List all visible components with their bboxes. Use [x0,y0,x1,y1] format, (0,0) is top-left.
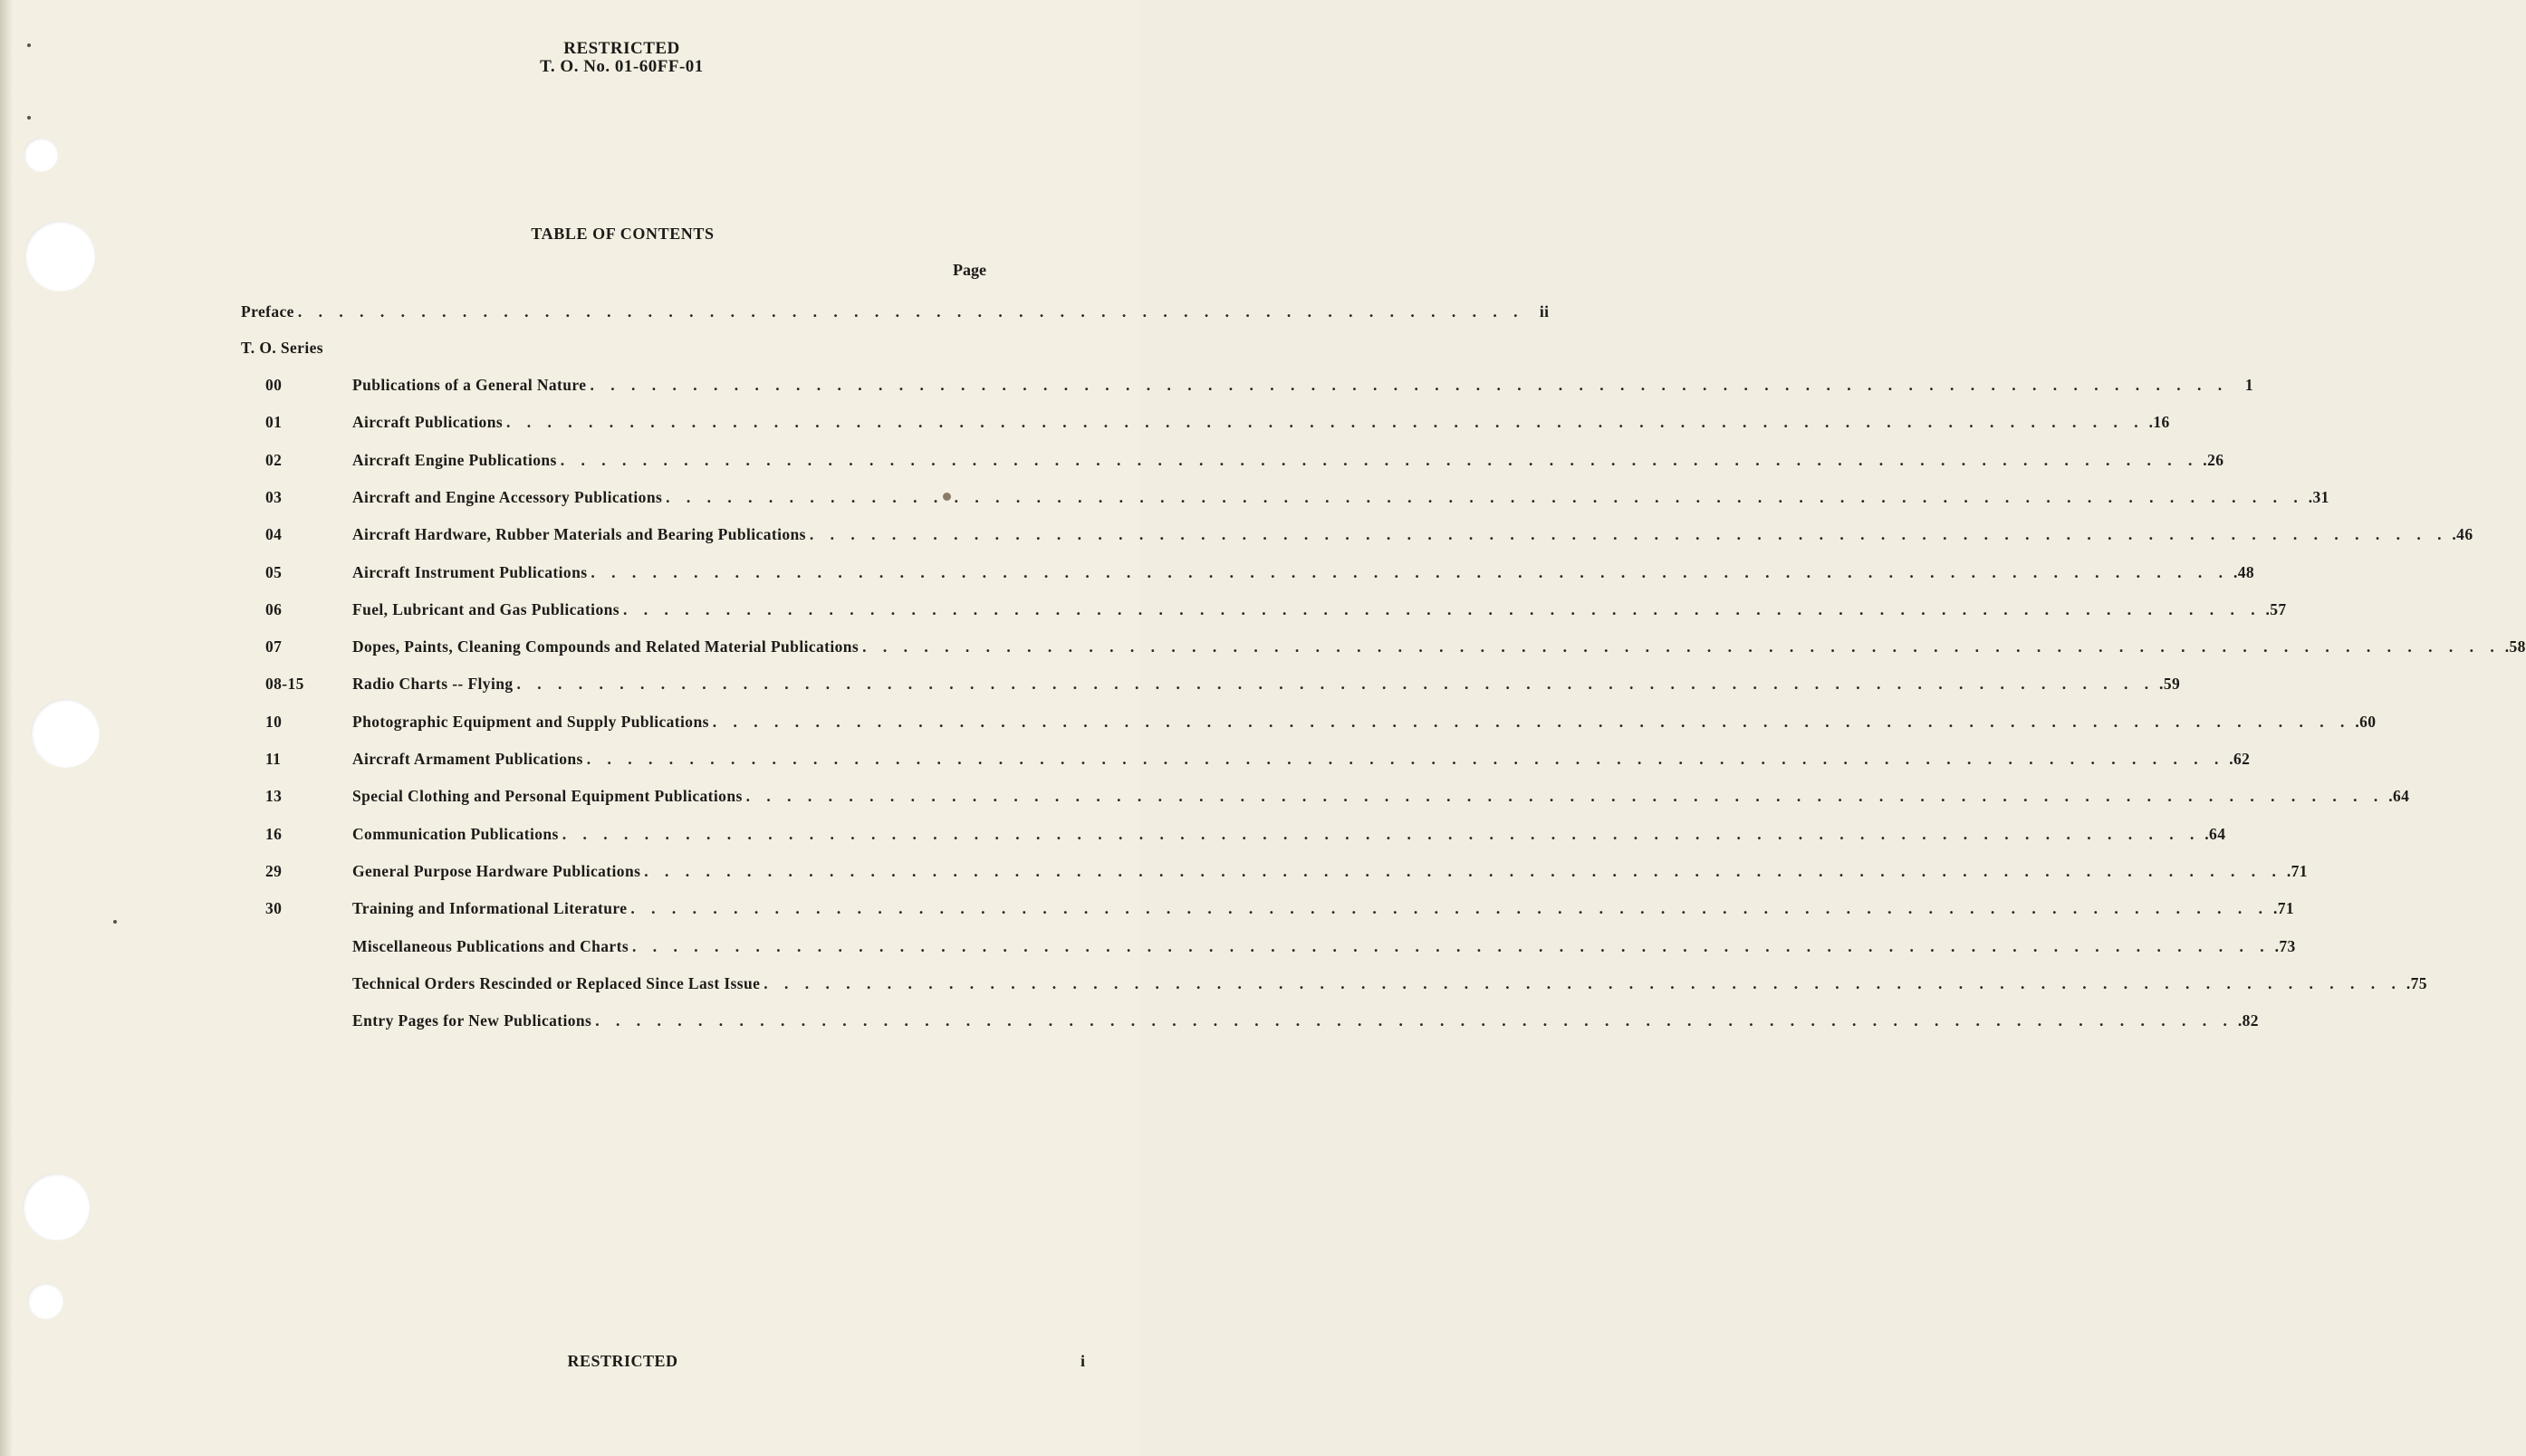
footer-classification: RESTRICTED [567,1352,678,1370]
dot-leader: . . . . . . . . . . . . . . . . . . . . . . . . . . . . . . . . . . . . . . . . . . . . . . . . . . . . . . . . . . . . . . . . . . . . . . . . . . . . . . . . [595,1011,2233,1030]
toc-page-number: .26 [2203,450,2224,469]
toc-row [265,487,2329,510]
toc-row [265,675,2181,696]
toc-page-number: .31 [2308,487,2329,506]
toc-row [265,824,2226,847]
toc-row [265,973,2427,996]
punch-hole [31,699,100,768]
toc-series-number: 11 [265,750,282,768]
toc-row [265,525,2473,547]
toc-entry-title: Radio Charts -- Flying [352,675,514,694]
dot-leader: . . . . . . . . . . . . . . . . . . . . . . . . . . . . . . . . . . . . . . . . . . . . . . . . . . . . . . . . . . . . . . . . . . . . . . . . . . . . . . . . [591,562,2230,581]
toc-page-number: .71 [2272,899,2295,918]
toc-row [265,376,2254,398]
toc-series-number: 04 [265,525,283,544]
toc-page-number: 1 [2244,376,2254,394]
ink-speck [27,116,31,120]
toc-page-number: ii [1539,302,1550,321]
toc-page-number: .71 [2286,861,2308,880]
punch-hole [27,1283,63,1319]
toc-page-number: .75 [2406,973,2427,992]
toc-entry-title: Aircraft Engine Publications [352,450,557,469]
toc-series-number: 00 [265,376,283,394]
toc-series-number: 01 [265,413,283,432]
toc-page-number: .16 [2148,413,2170,432]
dot-leader: . . . . . . . . . . . . . . . . . . . . . . . . . . . . . . . . . . . . . . . . . . . . . . . . . . . . . . . . . . . . . . . . . . . . . . . . . . . . . . . . [560,450,2199,469]
ink-speck [27,43,31,47]
toc-page-number: .46 [2452,525,2473,544]
toc-page-number: .64 [2204,824,2226,843]
toc-series-number: 29 [265,861,283,880]
punch-hole [24,138,58,172]
toc-series-number: 03 [265,487,283,506]
toc-series-number: 16 [265,824,283,843]
toc-entry-title: Entry Pages for New Publications [352,1011,592,1030]
toc-row [265,599,2287,622]
toc-entry-title: Dopes, Paints, Cleaning Compounds and Related Material Publications [352,637,860,656]
toc-row [265,1011,2259,1033]
dot-leader: . . . . . . . . . . . . . . . . . . . . . . . . . . . . . . . . . . . . . . . . . . . . . . . . . . . . . . . . . . . . . . . . . . . . . . . . . . . . . . . . [630,899,2270,918]
dot-leader: . . . . . . . . . . . . . . . . . . . . . . . . . . . . . . . . . . . . . . . . . . . . . . . . . . . . . . . . . . . . . . . . . . . . . . . . . . . . . . . . [622,599,2262,618]
dot-leader: . . . . . . . . . . . . . . . . . . . . . . . . . . . . . . . . . . . . . . . . . . . . . . . . . . . . . . . . . . . . . . . . . . . . . . . . . . . . . . . . [590,376,2229,394]
dot-leader: . . . . . . . . . . . . . . . . . . . . . . . . . . . . . . . . . . . . . . . . . . . . . . . . . . . . . . . . . . . . [297,302,1524,321]
toc-page-number: .59 [2159,675,2181,694]
document-number: T. O. No. 01-60FF-01 [540,57,704,76]
toc-row [265,712,2377,734]
toc-entry-title: Training and Informational Literature [352,899,628,918]
header-classification: RESTRICTED [563,39,680,58]
toc-row [265,787,2410,809]
toc-series-number: 13 [265,787,283,806]
toc-series-number: 08-15 [265,675,304,694]
dot-leader: . . . . . . . . . . . . . . . . . . . . . . . . . . . . . . . . . . . . . . . . . . . . . . . . . . . . . . . . . . . . . . . . . . . . . . . . . . . . . . . . [644,861,2282,880]
toc-page-number: .57 [2265,599,2287,618]
toc-series-number: 06 [265,599,283,618]
toc-entry-title: Miscellaneous Publications and Charts [352,936,629,955]
toc-entry-title: Aircraft Hardware, Rubber Materials and Bearing Publications [352,525,806,544]
toc-row-preface [241,302,1550,324]
toc-series-number: 07 [265,637,283,656]
toc-page-number: .73 [2274,936,2296,955]
toc-entry-title: Aircraft Armament Publications [352,750,583,768]
dot-leader: . . . . . . . . . . . . . . . . . . . . . . . . . . . . . . . . . . . . . . . . . . . . . . . . . . . . . . . . . . . . . . . . . . . . . . . . . . . . . . . . [506,413,2145,432]
toc-row [265,936,2296,959]
toc-entry-title: Communication Publications [352,824,559,843]
toc-entry-title: Preface [241,302,294,321]
page-column-label: Page [953,261,986,279]
dot-leader: . . . . . . . . . . . . . . . . . . . . . . . . . . . . . . . . . . . . . . . . . . . . . . . . . . . . . . . . . . . . . . . . . . . . . . . . . . . . . . . . [632,936,2271,955]
toc-series-number: 30 [265,899,283,918]
toc-row [265,413,2170,435]
toc-series-number: 05 [265,562,283,581]
dot-leader: . . . . . . . . . . . . . . . . . . . . . . . . . . . . . . . . . . . . . . . . . . . . . . . . . . . . . . . . . . . . . . . . . . . . . . . . . . . . . . . . [562,824,2201,843]
dot-leader: . . . . . . . . . . . . . . . . . . . . . . . . . . . . . . . . . . . . . . . . . . . . . . . . . . . . . . . . . . . . . . . . . . . . . . . . . . . . . . . . [745,787,2385,806]
toc-entry-title: General Purpose Hardware Publications [352,861,641,880]
toc-row [265,562,2255,585]
toc-entry-title: Photographic Equipment and Supply Publications [352,712,709,731]
dot-leader: . . . . . . . . . . . . . . . . . . . . . . . . . . . . . . . . . . . . . . . . . . . . . . . . . . . . . . . . . . . . . . . . . . . . . . . . . . . . . . . . [586,750,2225,768]
toc-entry-title: Aircraft Publications [352,413,504,432]
series-heading: T. O. Series [241,339,323,357]
ink-speck [113,920,117,924]
toc-row [265,750,2251,771]
toc-page-number: .60 [2355,712,2377,731]
toc-page-number: .82 [2237,1011,2259,1030]
toc-page-number: .48 [2233,562,2255,581]
toc-entry-title: Special Clothing and Personal Equipment Publications [352,787,743,806]
dot-leader: . . . . . . . . . . . . . . . . . . . . . . . . . . . . . . . . . . . . . . . . . . . . . . . . . . . . . . . . . . . . . . . . . . . . . . . . . . . . . . . . [764,973,2402,992]
toc-row [265,450,2224,473]
toc-page-number: .64 [2388,787,2410,806]
toc-row [265,861,2308,884]
toc-entry-title: Publications of a General Nature [352,376,587,394]
punch-hole [23,1173,90,1240]
toc-entry-title: Aircraft and Engine Accessory Publications [352,487,663,506]
toc-entry-title: Aircraft Instrument Publications [352,562,588,581]
dot-leader: . . . . . . . . . . . . . . . . . . . . . . . . . . . . . . . . . . . . . . . . . . . . . . . . . . . . . . . . . . . . . . . . . . . . . . . . . . . . . . . . [862,637,2501,656]
toc-page-number: .62 [2229,750,2251,768]
toc-page-number: .58 [2504,637,2526,656]
toc-row [265,899,2295,921]
dot-leader: . . . . . . . . . . . . . . . . . . . . . . . . . . . . . . . . . . . . . . . . . . . . . . . . . . . . . . . . . . . . . . . . . . . . . . . . . . . . . . . . [666,487,2304,506]
toc-row [265,637,2526,659]
toc-series-number: 10 [265,712,283,731]
dot-leader: . . . . . . . . . . . . . . . . . . . . . . . . . . . . . . . . . . . . . . . . . . . . . . . . . . . . . . . . . . . . . . . . . . . . . . . . . . . . . . . . [516,675,2156,694]
page-edge [0,0,13,1456]
toc-entry-title: Fuel, Lubricant and Gas Publications [352,599,619,618]
toc-series-number: 02 [265,450,283,469]
page-folio: i [1081,1352,1086,1370]
toc-title: TABLE OF CONTENTS [531,225,715,243]
toc-entry-title: Technical Orders Rescinded or Replaced Since Last Issue [352,973,761,992]
dot-leader: . . . . . . . . . . . . . . . . . . . . . . . . . . . . . . . . . . . . . . . . . . . . . . . . . . . . . . . . . . . . . . . . . . . . . . . . . . . . . . . . [712,712,2351,731]
dot-leader: . . . . . . . . . . . . . . . . . . . . . . . . . . . . . . . . . . . . . . . . . . . . . . . . . . . . . . . . . . . . . . . . . . . . . . . . . . . . . . . . [809,525,2448,544]
